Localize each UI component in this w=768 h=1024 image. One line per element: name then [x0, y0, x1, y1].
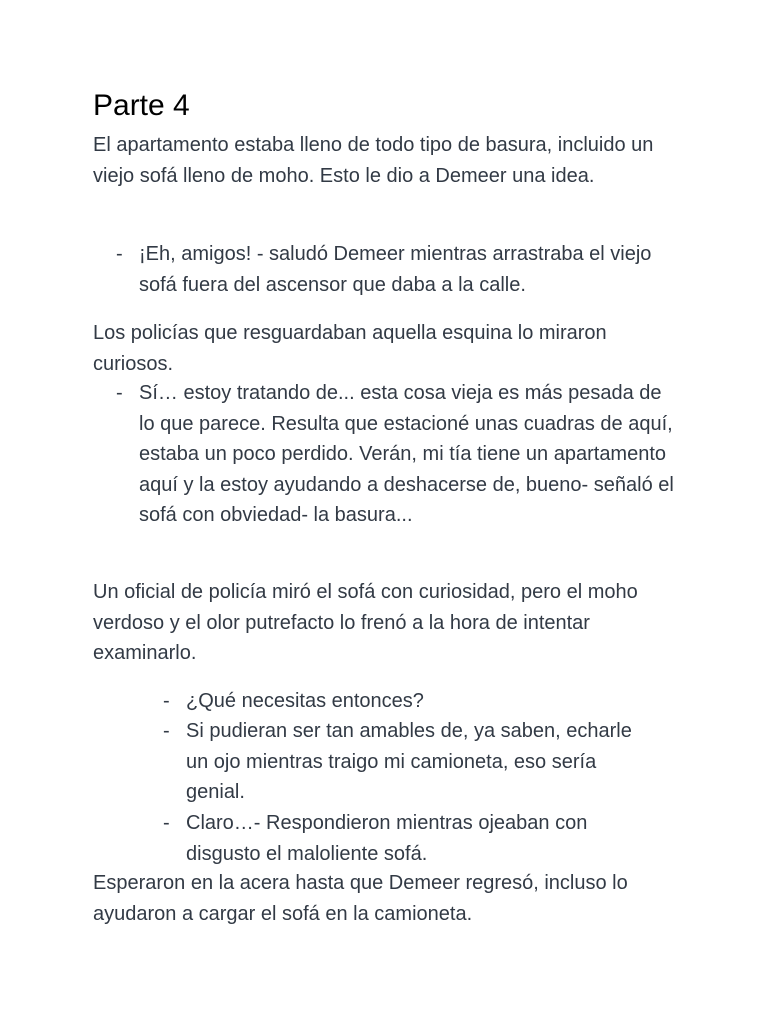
dialogue-text-1: ¡Eh, amigos! - saludó Demeer mientras arrastraba el viejo sofá fuera del ascensor que daba a la calle.	[139, 243, 652, 296]
dialogue-item-5	[163, 808, 656, 869]
dialogue-item-1	[116, 239, 679, 300]
paragraph-4: Esperaron en la acera hasta que Demeer regresó, incluso lo ayudaron a cargar el sofá en la camioneta.	[93, 872, 628, 925]
paragraph-2: Los policías que resguardaban aquella esquina lo miraron curiosos.	[93, 322, 607, 375]
paragraph-1: El apartamento estaba lleno de todo tipo de basura, incluido un viejo sofá lleno de moho. Esto le dio a Demeer una idea.	[93, 134, 654, 187]
dialogue-text-3: ¿Qué necesitas entonces?	[186, 690, 424, 712]
dialogue-item-3	[163, 686, 656, 717]
dialogue-item-2	[116, 378, 679, 531]
bullet-dash: -	[163, 690, 170, 712]
dialogue-text-2: Sí… estoy tratando de... esta cosa vieja es más pesada de lo que parece. Resulta que estacioné unas cuadras de aquí, estaba un poco perdido. Verán, mi tía tiene un apartamento aquí y la estoy ayudando a deshacerse de, bueno- señaló el sofá con obviedad- la basura...	[139, 382, 674, 526]
bullet-dash: -	[116, 382, 123, 404]
bullet-dash: -	[116, 243, 123, 265]
dialogue-text-5: Claro…- Respondieron mientras ojeaban con disgusto el maloliente sofá.	[186, 812, 588, 865]
dialogue-item-4	[163, 716, 656, 808]
section-title: Parte 4	[93, 89, 190, 122]
bullet-dash: -	[163, 720, 170, 742]
dialogue-text-4: Si pudieran ser tan amables de, ya saben, echarle un ojo mientras traigo mi camioneta, eso sería genial.	[186, 720, 632, 803]
bullet-dash: -	[163, 812, 170, 834]
paragraph-3: Un oficial de policía miró el sofá con curiosidad, pero el moho verdoso y el olor putrefacto lo frenó a la hora de intentar examinarlo.	[93, 581, 638, 664]
